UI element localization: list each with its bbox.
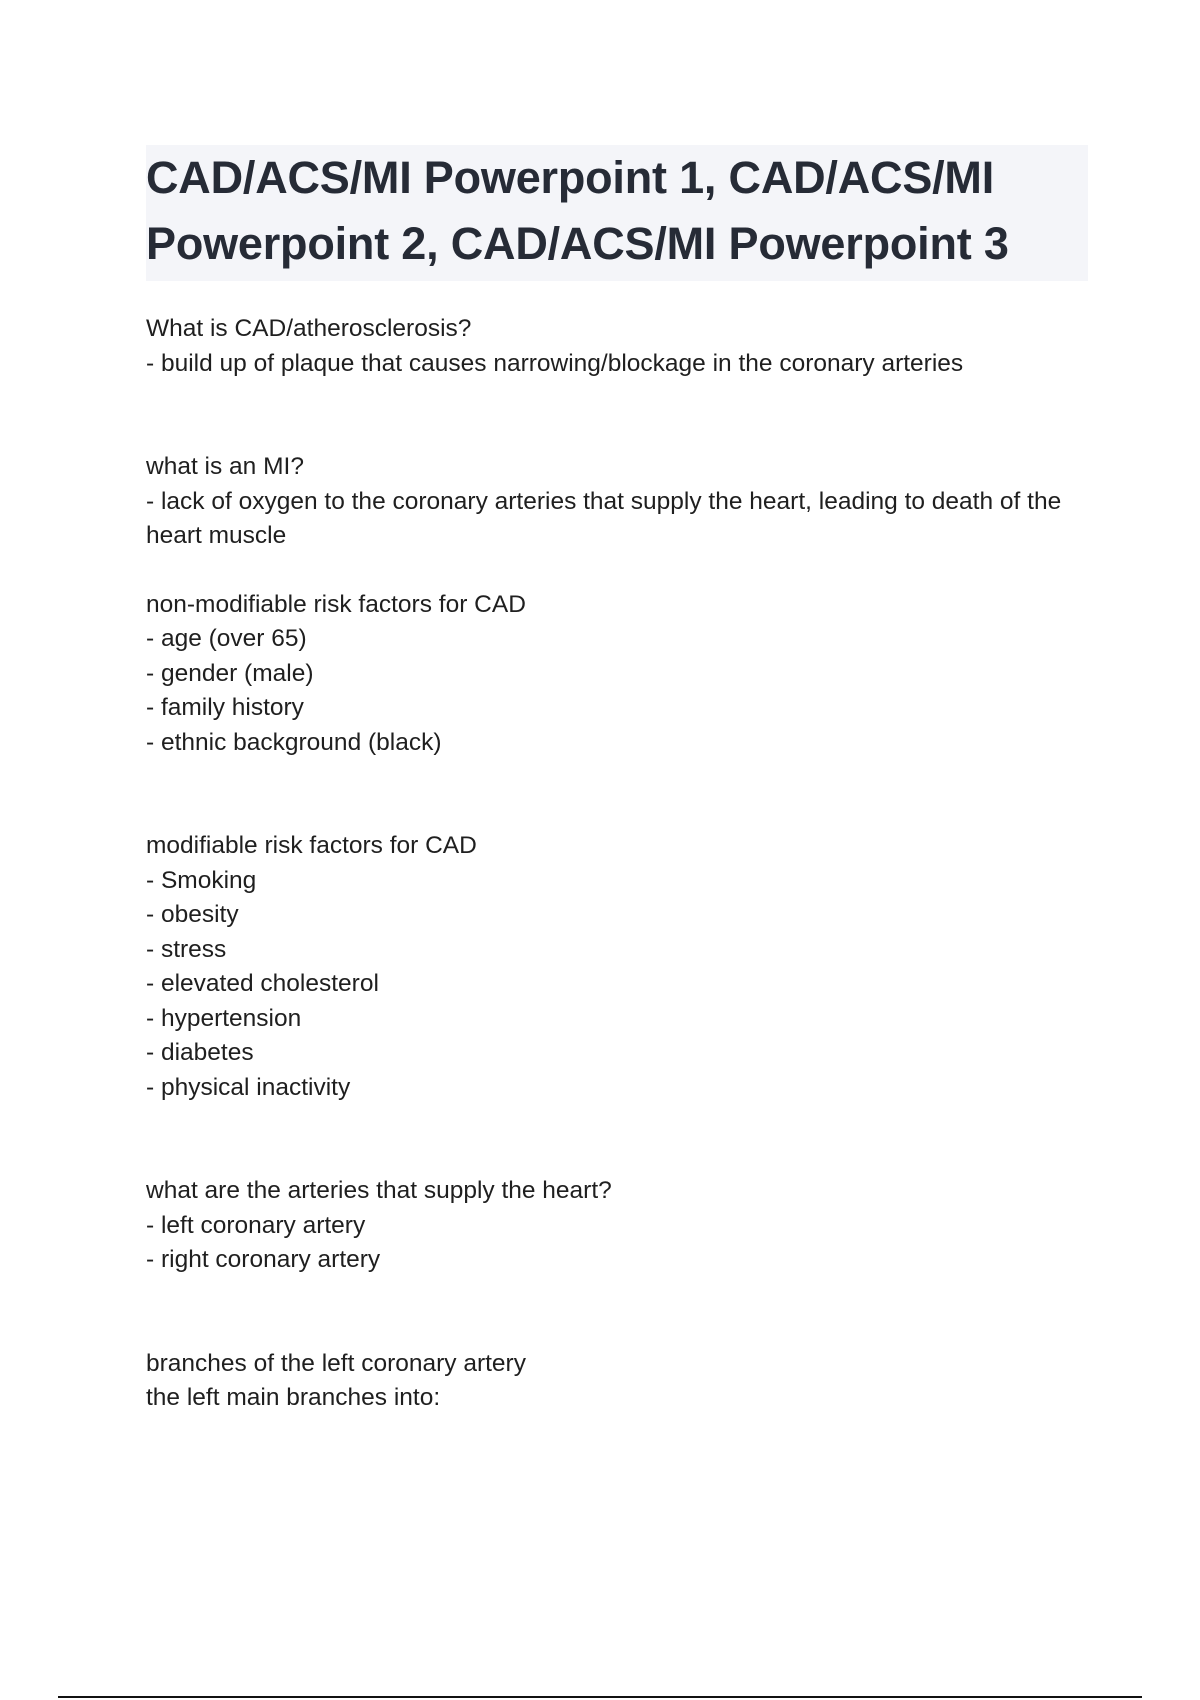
qa-section-heart-arteries bbox=[146, 1174, 1096, 1278]
question-text: modifiable risk factors for CAD bbox=[146, 832, 477, 859]
spacer bbox=[146, 1105, 1096, 1174]
qa-section-modifiable-risk bbox=[146, 829, 1096, 1105]
qa-section-non-modifiable-risk bbox=[146, 588, 1096, 761]
answer-line: - hypertension bbox=[146, 1004, 302, 1032]
answer-line: - diabetes bbox=[146, 1039, 254, 1066]
answer-line: - right coronary artery bbox=[146, 1246, 381, 1273]
page-title: CAD/ACS/MI Powerpoint 1, CAD/ACS/MI Powerpoint 2, CAD/ACS/MI Powerpoint 3 bbox=[146, 152, 1009, 269]
question-text: What is CAD/atherosclerosis? bbox=[146, 315, 472, 342]
qa-section-mi bbox=[146, 450, 1096, 554]
answer-line: the left main branches into: bbox=[146, 1384, 441, 1411]
answer-line: - build up of plaque that causes narrowing/blockage in the coronary arteries bbox=[146, 349, 964, 377]
spacer bbox=[146, 1278, 1096, 1347]
question-text: what are the arteries that supply the heart? bbox=[146, 1177, 612, 1204]
answer-line: - stress bbox=[146, 935, 227, 963]
qa-section-left-coronary-branches bbox=[146, 1347, 1096, 1416]
qa-section-cad bbox=[146, 312, 1096, 381]
spacer bbox=[146, 760, 1096, 829]
answer-line: - elevated cholesterol bbox=[146, 970, 379, 997]
answer-line: - physical inactivity bbox=[146, 1073, 351, 1101]
answer-line: - family history bbox=[146, 694, 304, 721]
question-text: non-modifiable risk factors for CAD bbox=[146, 590, 526, 618]
answer-line: - obesity bbox=[146, 901, 239, 928]
spacer bbox=[146, 381, 1096, 450]
document-body bbox=[146, 312, 1096, 1416]
title-block bbox=[146, 145, 1088, 281]
answer-line: - Smoking bbox=[146, 866, 257, 894]
answer-line: - lack of oxygen to the coronary arteries that supply the heart, leading to death of the heart muscle bbox=[146, 487, 1062, 549]
answer-line: - ethnic background (black) bbox=[146, 728, 442, 756]
answer-line: - age (over 65) bbox=[146, 625, 307, 652]
spacer bbox=[146, 554, 1096, 588]
answer-line: - gender (male) bbox=[146, 659, 314, 687]
question-text: what is an MI? bbox=[146, 453, 304, 480]
question-text: branches of the left coronary artery bbox=[146, 1349, 526, 1377]
footer-divider bbox=[58, 1696, 1142, 1698]
answer-line: - left coronary artery bbox=[146, 1211, 366, 1239]
